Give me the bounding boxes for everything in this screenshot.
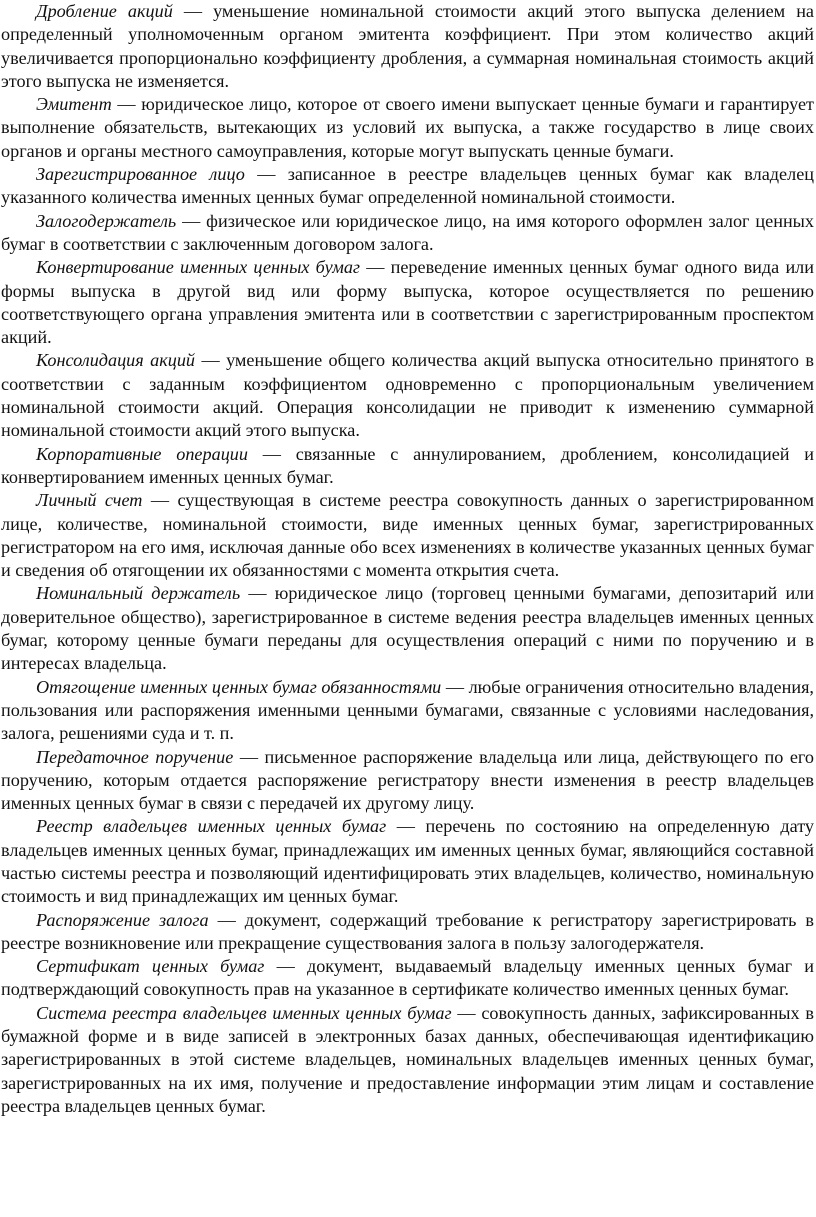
glossary-term: Дробление акций	[36, 1, 173, 21]
glossary-definition: существующая в системе реестра совокупность данных о зарегистрированном лице, количестве, номинальной стоимости, виде именных ценных бумаг, зарегистрированных регистратором на его имя, исключая данные обо всех изменениях в количестве указанных ценных бумаг и сведения об отягощении их обязанностями с момента открытия счета.	[1, 490, 815, 581]
glossary-term: Зарегистрированное лицо	[36, 164, 245, 185]
glossary-term: Номинальный держатель	[36, 583, 241, 604]
glossary-definition: документ, содержащий требование к регистратору зарегистрировать в реестре возникновение или прекращение существования залога в пользу залогодержателя.	[1, 909, 814, 953]
glossary-definition: связанные с аннулированием, дроблением, консолидацией и конвертированием именных ценных бумаг.	[1, 443, 815, 487]
glossary-definition: юридическое лицо (торговец ценными бумагами, депозитарий или доверительное общество), зарегистрированное в системе ведения реестра владельцев именных ценных бумаг, которому ценные бумаги переданы для осуществления операций с ними по поручению и в интересах владельца.	[1, 583, 814, 674]
glossary-entry-pledgee: Залогодержатель — физическое или юридическое лицо, на имя которого оформлен залог ценных бумаг в соответствии с заключенным договором залога.	[1, 210, 814, 254]
glossary-definition: уменьшение общего количества акций выпуска относительно принятого в соответствии с заданным коэффициентом одновременно с пропорциональным увеличением номинальной стоимости акций. Операция консолидации не приводит к изменению суммарной номинальной стоимости акций этого выпуска.	[1, 350, 814, 441]
glossary-definition: любые ограничения относительно владения, пользования или распоряжения именными ценными бумагами, связанные с условиями наследования, залога, решениями суда и т. п.	[1, 676, 814, 744]
glossary-term: Передаточное поручение	[36, 746, 234, 767]
glossary-term: Эмитент	[36, 94, 112, 115]
glossary-term: Отягощение именных ценных бумаг обязанностями	[36, 676, 442, 697]
glossary-entry-encumbrance: Отягощение именных ценных бумаг обязанностями — любые ограничения относительно владения, пользования или распоряжения именными ценными бумагами, связанные с условиями наследования, залога, решениями суда и т. п.	[1, 676, 814, 744]
glossary-entry-issuer: Эмитент — юридическое лицо, которое от своего имени выпускает ценные бумаги и гарантирует выполнение обязательств, вытекающих из условий их выпуска, а также государство в лице своих органов и органы местного самоуправления, которые могут выпускать ценные бумаги.	[1, 94, 814, 161]
glossary-definition: перечень по состоянию на определенную дату владельцев именных ценных бумаг, принадлежащих им именных ценных бумаг, являющийся составной частью системы реестра и позволяющий идентифицировать этих владельцев, количество, номинальную стоимость и вид принадлежащих им ценных бумаг.	[1, 816, 815, 907]
glossary-term: Консолидация акций	[36, 350, 196, 371]
glossary-entry-certificate: Сертификат ценных бумаг — документ, выдаваемый владельцу именных ценных бумаг и подтверждающий совокупность прав на указанное в сертификате количество именных ценных бумаг.	[1, 956, 815, 1000]
glossary-entry-registered-person: Зарегистрированное лицо — записанное в реестре владельцев ценных бумаг как владелец указанного количества именных ценных бумаг определенной номинальной стоимости.	[1, 164, 815, 208]
glossary-definition: совокупность данных, зафиксированных в бумажной форме и в виде записей в электронных базах данных, обеспечивающая идентификацию зарегистрированных в этой системе владельцев, номинальных владельцев именных ценных бумаг, зарегистрированных на их имя, получение и предоставление информации этим лицам и составление реестра владельцев ценных бумаг.	[1, 1002, 814, 1116]
glossary-term: Распоряжение залога	[36, 909, 209, 930]
glossary-entry-personal-account: Личный счет — существующая в системе реестра совокупность данных о зарегистрированном лице, количестве, номинальной стоимости, виде именных ценных бумаг, зарегистрированных регистратором на его имя, исключая данные обо всех изменениях в количестве указанных ценных бумаг и сведения об отягощении их обязанностями с момента открытия счета.	[1, 490, 815, 581]
glossary-term: Реестр владельцев именных ценных бумаг	[36, 816, 387, 837]
glossary-term: Залогодержатель	[36, 210, 177, 231]
glossary-entry-register-of-holders: Реестр владельцев именных ценных бумаг — перечень по состоянию на определенную дату владельцев именных ценных бумаг, принадлежащих им именных ценных бумаг, являющийся составной частью системы реестра и позволяющий идентифицировать этих владельцев, количество, номинальную стоимость и вид принадлежащих им ценных бумаг.	[1, 816, 815, 907]
glossary-term: Сертификат ценных бумаг	[36, 956, 265, 977]
glossary-entry-corporate-operations: Корпоративные операции — связанные с аннулированием, дроблением, консолидацией и конвертированием именных ценных бумаг.	[1, 443, 815, 487]
glossary-definition: юридическое лицо, которое от своего имени выпускает ценные бумаги и гарантирует выполнение обязательств, вытекающих из условий их выпуска, а также государство в лице своих органов и органы местного самоуправления, которые могут выпускать ценные бумаги.	[1, 94, 814, 161]
glossary-term: Личный счет	[36, 490, 143, 511]
glossary-entry-stock-split: Дробление акций — уменьшение номинальной стоимости акций этого выпуска делением на определенный уполномоченным органом эмитента коэффициент. При этом количество акций увеличивается пропорционально коэффициенту дробления, а суммарная номинальная стоимость акций этого выпуска не изменяется.	[1, 1, 814, 91]
glossary-entry-nominee-holder: Номинальный держатель — юридическое лицо (торговец ценными бумагами, депозитарий или доверительное общество), зарегистрированное в системе ведения реестра владельцев именных ценных бумаг, которому ценные бумаги переданы для осуществления операций с ними по поручению и в интересах владельца.	[1, 583, 814, 674]
glossary-definition: уменьшение номинальной стоимости акций этого выпуска делением на определенный уполномоченным органом эмитента коэффициент. При этом количество акций увеличивается пропорционально коэффициенту дробления, а суммарная номинальная стоимость акций этого выпуска не изменяется.	[1, 1, 814, 91]
glossary-entry-transfer-order: Передаточное поручение — письменное распоряжение владельца или лица, действующего по его поручению, которым отдается распоряжение регистратору внести изменения в реестр владельцев именных ценных бумаг в связи с передачей их другому лицу.	[1, 746, 815, 814]
glossary-entry-consolidation: Консолидация акций — уменьшение общего количества акций выпуска относительно принятого в соответствии с заданным коэффициентом одновременно с пропорциональным увеличением номинальной стоимости акций. Операция консолидации не приводит к изменению суммарной номинальной стоимости акций этого выпуска.	[1, 350, 814, 441]
glossary-term: Система реестра владельцев именных ценных бумаг	[36, 1002, 452, 1023]
glossary-definition: переведение именных ценных бумаг одного вида или формы выпуска в другой вид или форму выпуска, которое осуществляется по решению соответствующего органа управления эмитента или в соответствии с зарегистрированным проспектом акций.	[1, 257, 814, 348]
glossary-term: Конвертирование именных ценных бумаг	[36, 257, 361, 278]
glossary-entry-conversion: Конвертирование именных ценных бумаг — переведение именных ценных бумаг одного вида или формы выпуска в другой вид или форму выпуска, которое осуществляется по решению соответствующего органа управления эмитента или в соответствии с зарегистрированным проспектом акций.	[1, 257, 814, 348]
glossary-entry-pledge-order: Распоряжение залога — документ, содержащий требование к регистратору зарегистрировать в реестре возникновение или прекращение существования залога в пользу залогодержателя.	[1, 909, 814, 953]
glossary-definition: записанное в реестре владельцев ценных бумаг как владелец указанного количества именных ценных бумаг определенной номинальной стоимости.	[1, 164, 815, 208]
glossary-definition: документ, выдаваемый владельцу именных ценных бумаг и подтверждающий совокупность прав на указанное в сертификате количество именных ценных бумаг.	[1, 956, 815, 1000]
glossary-definition: письменное распоряжение владельца или лица, действующего по его поручению, которым отдается распоряжение регистратору внести изменения в реестр владельцев именных ценных бумаг в связи с передачей их другому лицу.	[1, 746, 815, 814]
glossary-definition: физическое или юридическое лицо, на имя которого оформлен залог ценных бумаг в соответствии с заключенным договором залога.	[1, 210, 814, 254]
glossary-entry-register-system: Система реестра владельцев именных ценных бумаг — совокупность данных, зафиксированных в бумажной форме и в виде записей в электронных базах данных, обеспечивающая идентификацию зарегистрированных в этой системе владельцев, номинальных владельцев именных ценных бумаг, зарегистрированных на их имя, получение и предоставление информации этим лицам и составление реестра владельцев ценных бумаг.	[1, 1002, 814, 1116]
glossary-term: Корпоративные операции	[36, 443, 248, 464]
